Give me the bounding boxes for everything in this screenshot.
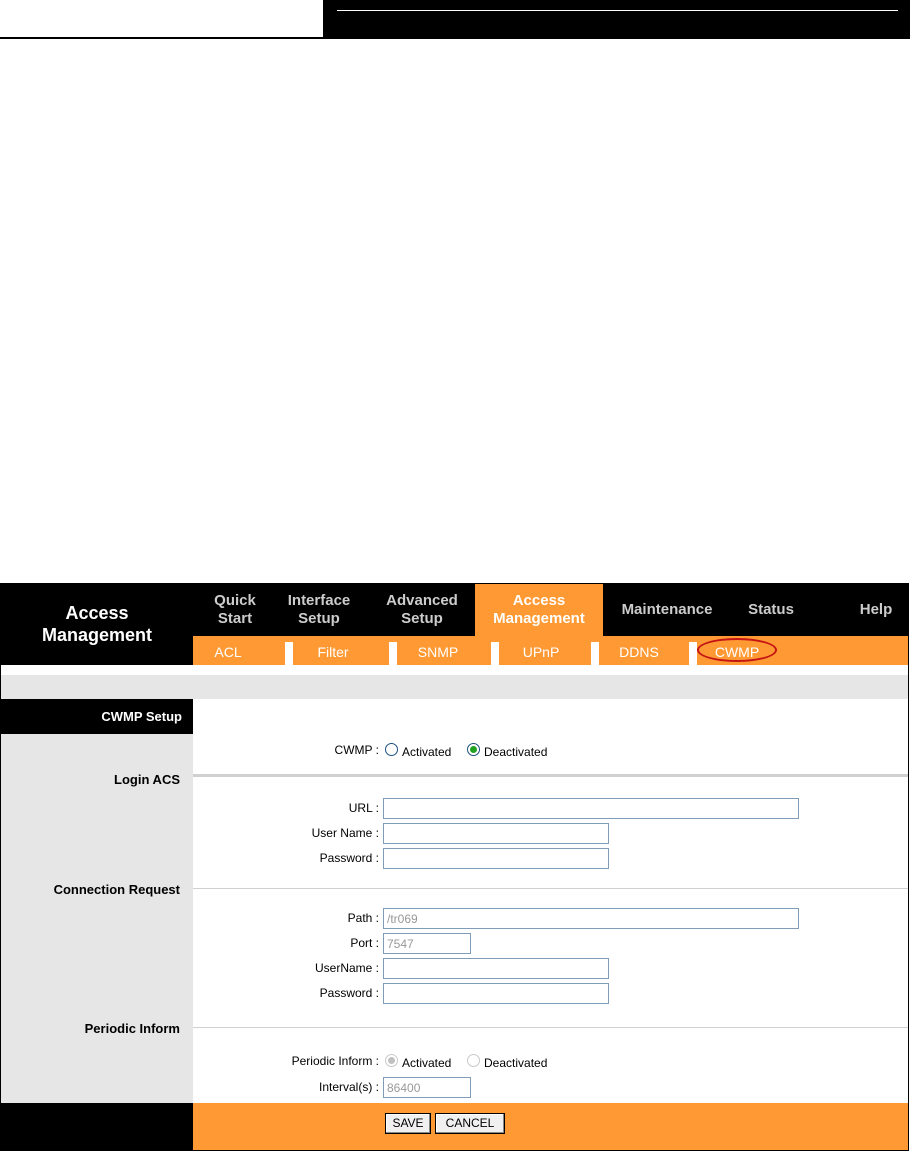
cwmp-deactivated-label: Deactivated: [484, 745, 548, 759]
tab-status[interactable]: [733, 584, 809, 636]
port-label: Port :: [350, 936, 379, 950]
subnav-cwmp[interactable]: CWMP: [714, 644, 760, 660]
password-input[interactable]: [383, 848, 609, 869]
interval-label: Interval(s) :: [318, 1080, 379, 1094]
section-divider: [193, 888, 908, 889]
tab-label-line1: Access: [512, 592, 566, 609]
periodic-activated-label: Activated: [402, 1056, 452, 1070]
header-white-line: [337, 10, 898, 11]
subnav-ddns[interactable]: DDNS: [619, 644, 659, 660]
sub-navigation: [193, 636, 909, 665]
connection-password-input[interactable]: [383, 983, 609, 1004]
tab-label-line1: Advanced: [386, 592, 458, 609]
subnav-separator: [285, 642, 293, 665]
footer-bar: [193, 1103, 908, 1151]
subnav-snmp[interactable]: SNMP: [417, 644, 459, 660]
header-rule: [0, 37, 910, 39]
subnav-filter[interactable]: Filter: [317, 644, 349, 660]
section-divider: [193, 1027, 908, 1028]
brand-line-2: Management: [41, 625, 153, 645]
router-admin-screenshot: [0, 583, 909, 1151]
interval-input[interactable]: [383, 1077, 471, 1098]
tab-access-management[interactable]: [475, 584, 603, 636]
connection-username-input[interactable]: [383, 958, 609, 979]
tab-advanced-setup[interactable]: [373, 584, 471, 636]
cancel-button[interactable]: CANCEL: [435, 1113, 505, 1134]
section-login-acs: Login ACS: [114, 772, 180, 787]
password-label: Password :: [319, 851, 379, 865]
connection-username-label: UserName :: [314, 961, 379, 975]
periodic-activated-radio[interactable]: [385, 1054, 398, 1067]
cwmp-deactivated-radio[interactable]: [467, 743, 480, 756]
periodic-inform-label: Periodic Inform :: [291, 1054, 379, 1068]
cwmp-label: CWMP :: [334, 743, 379, 757]
document-header: [0, 0, 910, 42]
url-input[interactable]: [383, 798, 799, 819]
subnav-separator: [591, 642, 599, 665]
section-divider: [193, 775, 908, 776]
gray-band: [1, 675, 908, 699]
tab-maintenance[interactable]: [609, 584, 725, 636]
cwmp-activated-label: Activated: [402, 745, 452, 759]
path-input[interactable]: [383, 908, 799, 929]
brand-line-1: Access: [65, 603, 129, 623]
tab-quick-start[interactable]: [193, 584, 277, 636]
subnav-separator: [389, 642, 397, 665]
subnav-separator: [689, 642, 697, 665]
cwmp-activated-radio[interactable]: [385, 743, 398, 756]
periodic-deactivated-radio[interactable]: [467, 1054, 480, 1067]
tab-label-line1: Quick: [214, 592, 256, 609]
tab-label-line2: Setup: [298, 610, 340, 627]
port-input[interactable]: [383, 933, 471, 954]
brand-title: [1, 584, 193, 665]
tab-label-line2: Management: [493, 610, 585, 627]
section-divider: [193, 776, 908, 777]
subnav-upnp[interactable]: UPnP: [522, 644, 560, 660]
footer-left: [1, 1103, 193, 1151]
tab-label-line2: Start: [217, 610, 253, 627]
tab-label: Help: [859, 601, 893, 618]
path-label: Path :: [347, 911, 379, 925]
tab-interface-setup[interactable]: [277, 584, 361, 636]
tab-label-line1: Interface: [287, 592, 351, 609]
save-button[interactable]: SAVE: [385, 1113, 431, 1134]
section-periodic-inform: Periodic Inform: [84, 1021, 180, 1036]
connection-password-label: Password :: [319, 986, 379, 1000]
url-label: URL :: [348, 801, 379, 815]
subnav-separator: [491, 642, 499, 665]
subnav-acl[interactable]: ACL: [214, 644, 242, 660]
tab-help[interactable]: [843, 584, 909, 636]
tab-label: Maintenance: [621, 601, 713, 618]
section-connection-request: Connection Request: [53, 882, 180, 897]
user-name-input[interactable]: [383, 823, 609, 844]
section-cwmp-setup: CWMP Setup: [1, 699, 193, 734]
user-name-label: User Name :: [311, 826, 379, 840]
header-black-bar: [323, 0, 910, 37]
periodic-deactivated-label: Deactivated: [484, 1056, 548, 1070]
tab-label-line2: Setup: [401, 610, 443, 627]
top-navigation: [193, 584, 909, 636]
spacer: [1, 665, 908, 675]
tab-label: Status: [748, 601, 794, 618]
